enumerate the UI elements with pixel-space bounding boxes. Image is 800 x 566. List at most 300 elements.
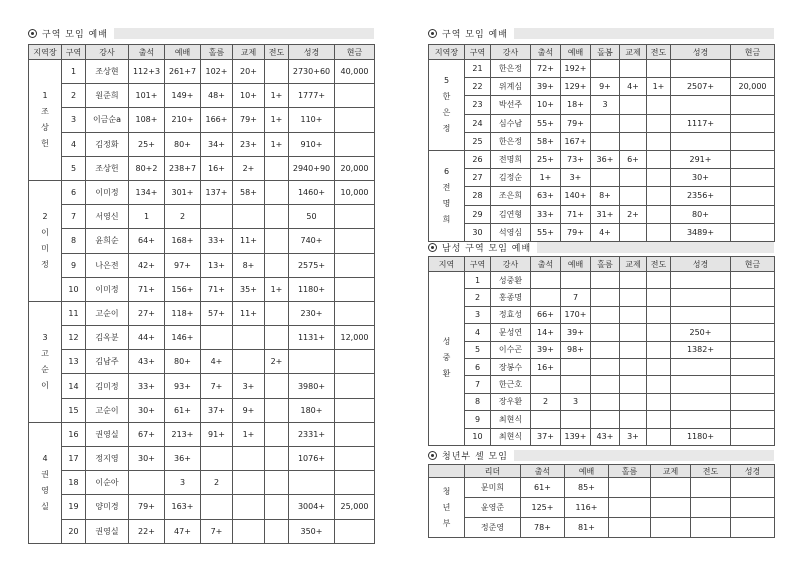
column-header: 전도 [265,45,289,60]
table-cell [647,289,671,306]
table-cell: 7+ [201,519,233,543]
table-cell: 1+ [265,84,289,108]
table-cell [671,358,731,375]
table-cell: 37+ [201,398,233,422]
table-cell: 16 [62,422,86,446]
region-leader-cell [429,60,465,151]
column-header: 교제 [620,257,647,272]
column-header: 현금 [731,45,775,60]
region-leader-cell [29,301,62,422]
column-header: 강사 [491,45,531,60]
table-cell [265,205,289,229]
table-cell: 11+ [233,229,265,253]
column-header: 홀름 [609,465,651,478]
column-header-empty [429,465,465,478]
table-cell: 40,000 [335,60,375,84]
table-cell [335,519,375,543]
region-leader-cell [429,272,465,446]
region-char: 은 [442,107,451,117]
table-cell: 고순이 [86,398,129,422]
table-cell: 73+ [561,150,591,168]
table-cell: 25,000 [335,495,375,519]
table-cell [561,358,591,375]
column-header: 지역 [429,257,465,272]
column-header: 성경 [671,45,731,60]
table-cell [335,398,375,422]
table-cell: 118+ [165,301,201,325]
table-cell [691,478,731,498]
table-cell: 2+ [620,205,647,223]
table-cell [233,519,265,543]
table-cell [289,471,335,495]
table-row [429,96,775,114]
region-char: 6 [443,166,450,176]
table-cell: 15 [62,398,86,422]
table-cell [591,169,620,187]
table-cell: 18+ [561,96,591,114]
table-row [29,277,375,301]
right-mid-attendance-table [428,256,775,446]
region-char: 정 [442,123,451,133]
table-cell: 2 [165,205,201,229]
table-cell [731,478,775,498]
table-cell: 윤영준 [465,498,521,518]
region-char: 한 [442,91,451,101]
region-char: 전 [442,182,451,192]
table-cell: 25+ [129,132,165,156]
title-prefix: 남성 [442,243,462,254]
table-cell [233,447,265,471]
table-cell [335,253,375,277]
table-cell: 163+ [165,495,201,519]
column-header: 지역장 [429,45,465,60]
table-cell: 1 [465,272,491,289]
left-attendance-table [28,44,375,544]
table-cell: 23+ [233,132,265,156]
table-cell: 최현식 [491,411,531,428]
table-header-row [429,257,775,272]
table-cell [647,132,671,150]
table-cell: 58+ [233,180,265,204]
table-cell: 최현식 [491,428,531,445]
table-cell [233,495,265,519]
table-cell: 20,000 [731,78,775,96]
region-char: 명 [442,198,451,208]
column-header: 교제 [233,45,265,60]
table-cell: 문성연 [491,324,531,341]
table-cell [647,272,671,289]
table-cell: 64+ [129,229,165,253]
table-cell: 7+ [201,374,233,398]
table-cell: 9 [465,411,491,428]
table-cell: 김정화 [86,132,129,156]
column-header: 구역 [62,45,86,60]
table-cell [671,376,731,393]
table-cell [591,376,620,393]
column-header: 출석 [521,465,565,478]
table-cell: 149+ [165,84,201,108]
table-row [29,108,375,132]
table-cell: 2356+ [671,187,731,205]
table-cell [647,324,671,341]
table-cell: 250+ [671,324,731,341]
circle-bullet-icon [428,243,437,252]
table-cell: 291+ [671,150,731,168]
table-cell: 21 [465,60,491,78]
table-cell [335,229,375,253]
table-cell: 2 [201,471,233,495]
table-cell: 71+ [129,277,165,301]
title-bar [514,28,774,39]
table-cell: 101+ [129,84,165,108]
table-cell: 8+ [233,253,265,277]
table-cell [620,376,647,393]
table-cell [647,205,671,223]
table-cell: 나은전 [86,253,129,277]
table-cell: 37+ [531,428,561,445]
right-top-section-title [428,26,774,40]
table-cell: 55+ [531,223,561,241]
table-cell: 고순이 [86,301,129,325]
table-cell: 39+ [531,341,561,358]
region-char: 상 [41,122,49,132]
table-cell: 740+ [289,229,335,253]
table-cell: 이미정 [86,277,129,301]
table-cell: 230+ [289,301,335,325]
table-cell: 김옥분 [86,326,129,350]
column-header: 구역 [465,257,491,272]
table-cell [265,180,289,204]
table-cell: 43+ [591,428,620,445]
column-header: 예배 [561,45,591,60]
region-char: 이 [41,380,49,390]
region-char: 권 [41,469,49,479]
column-header: 전도 [647,257,671,272]
right-bottom-section-title [428,448,774,462]
table-cell: 129+ [561,78,591,96]
table-cell [335,471,375,495]
table-row [29,350,375,374]
table-cell [647,376,671,393]
table-cell: 조은희 [491,187,531,205]
region-char: 헌 [41,138,49,148]
table-cell [591,289,620,306]
table-cell: 4+ [620,78,647,96]
region-cell [429,478,465,538]
table-cell [265,447,289,471]
table-row [29,447,375,471]
table-row [429,169,775,187]
table-cell: 47+ [165,519,201,543]
table-cell: 6+ [620,150,647,168]
table-cell: 238+7 [165,156,201,180]
table-cell [731,376,775,393]
table-cell [671,132,731,150]
column-header: 홀름 [201,45,233,60]
region-char: 희 [442,214,451,224]
table-cell: 80+ [165,132,201,156]
table-cell: 1+ [647,78,671,96]
table-cell: 71+ [561,205,591,223]
column-header: 현금 [731,257,775,272]
table-cell [561,376,591,393]
table-cell: 1117+ [671,114,731,132]
right-mid-title-text [442,241,531,254]
left-section-title [28,26,374,40]
table-cell: 98+ [561,341,591,358]
column-header: 강사 [491,257,531,272]
column-header: 출석 [129,45,165,60]
table-cell: 80+ [671,205,731,223]
table-row [429,150,775,168]
region-char: 환 [442,369,451,379]
table-cell [335,277,375,301]
table-cell: 58+ [531,132,561,150]
table-cell [731,132,775,150]
table-cell: 170+ [561,306,591,323]
region-char: 실 [41,501,49,511]
table-cell: 3 [591,96,620,114]
table-cell [671,393,731,410]
table-cell: 4 [465,324,491,341]
table-cell [647,393,671,410]
table-cell [265,422,289,446]
table-cell: 108+ [129,108,165,132]
table-row [429,393,775,410]
table-cell [265,253,289,277]
table-cell: 이미정 [86,180,129,204]
column-header: 예배 [561,257,591,272]
table-cell: 11+ [233,301,265,325]
table-cell: 36+ [591,150,620,168]
table-cell [671,411,731,428]
region-char: 이 [41,227,49,237]
table-cell: 2 [62,84,86,108]
table-cell [620,306,647,323]
table-cell: 9+ [233,398,265,422]
table-cell [335,422,375,446]
table-header-row [429,45,775,60]
table-cell [647,96,671,114]
table-cell: 79+ [129,495,165,519]
table-cell: 27 [465,169,491,187]
title-bar [537,242,774,253]
table-cell: 30+ [129,447,165,471]
table-cell [609,498,651,518]
table-cell: 한은정 [491,132,531,150]
table-cell [265,156,289,180]
table-cell [620,393,647,410]
table-cell: 61+ [521,478,565,498]
table-cell: 78+ [521,518,565,538]
table-cell [531,411,561,428]
table-cell [201,495,233,519]
table-cell [620,187,647,205]
table-cell: 9+ [591,78,620,96]
table-cell: 24 [465,114,491,132]
table-cell: 33+ [201,229,233,253]
table-cell [335,108,375,132]
title-bar [114,28,374,39]
table-cell: 김남주 [86,350,129,374]
table-cell: 권영실 [86,519,129,543]
table-cell [671,306,731,323]
table-cell: 3 [561,393,591,410]
table-cell: 1180+ [671,428,731,445]
region-char: 부 [442,518,451,528]
table-cell [647,150,671,168]
table-cell [671,60,731,78]
table-cell: 2331+ [289,422,335,446]
table-cell: 91+ [201,422,233,446]
table-cell: 한은정 [491,60,531,78]
table-cell: 137+ [201,180,233,204]
table-cell: 910+ [289,132,335,156]
table-cell: 1+ [265,108,289,132]
title-bar [514,450,774,461]
table-cell: 61+ [165,398,201,422]
table-cell: 301+ [165,180,201,204]
table-row [429,205,775,223]
table-cell: 이순아 [86,471,129,495]
right-top-title-text: 구역 모임 예배 [442,29,508,40]
table-cell [731,411,775,428]
table-cell [531,376,561,393]
table-cell: 17 [62,447,86,471]
table-cell: 16+ [531,358,561,375]
table-cell [335,132,375,156]
table-cell: 12,000 [335,326,375,350]
table-cell: 13 [62,350,86,374]
table-cell [591,60,620,78]
column-header: 돌봄 [591,45,620,60]
table-cell: 1+ [265,132,289,156]
table-cell [265,374,289,398]
table-cell [265,229,289,253]
table-row [429,324,775,341]
table-cell: 30 [465,223,491,241]
table-cell: 권영실 [86,422,129,446]
table-cell [591,324,620,341]
table-cell: 전명희 [491,150,531,168]
table-cell: 조상현 [86,60,129,84]
table-cell: 8+ [591,187,620,205]
table-cell [647,114,671,132]
table-cell: 30+ [129,398,165,422]
column-header: 지역장 [29,45,62,60]
table-cell: 42+ [129,253,165,277]
table-cell [591,114,620,132]
table-cell [335,301,375,325]
table-cell: 3+ [620,428,647,445]
table-cell [647,341,671,358]
table-cell [335,374,375,398]
table-cell [265,519,289,543]
table-cell [647,306,671,323]
table-cell: 3+ [561,169,591,187]
table-row [429,518,775,538]
region-char: 3 [42,332,48,342]
table-cell: 이금순a [86,108,129,132]
table-cell [671,96,731,114]
table-cell: 34+ [201,132,233,156]
table-cell: 166+ [201,108,233,132]
circle-bullet-icon [428,29,437,38]
table-cell [671,289,731,306]
table-cell [731,169,775,187]
table-cell: 2940+90 [289,156,335,180]
table-row [29,253,375,277]
table-cell: 14 [62,374,86,398]
region-char: 영 [41,485,49,495]
table-cell: 140+ [561,187,591,205]
table-cell: 10+ [233,84,265,108]
table-cell: 102+ [201,60,233,84]
table-cell [620,60,647,78]
table-cell [561,272,591,289]
table-row [429,498,775,518]
table-cell: 장봉수 [491,358,531,375]
table-cell [201,326,233,350]
table-cell: 125+ [521,498,565,518]
table-cell: 55+ [531,114,561,132]
table-row [429,358,775,375]
column-header: 강사 [86,45,129,60]
table-cell: 213+ [165,422,201,446]
table-cell: 4+ [201,350,233,374]
table-cell: 김미정 [86,374,129,398]
table-cell: 문미희 [465,478,521,498]
table-cell: 3 [165,471,201,495]
table-row [429,478,775,498]
table-cell: 2730+60 [289,60,335,84]
table-cell: 10,000 [335,180,375,204]
table-cell [591,132,620,150]
table-row [429,341,775,358]
table-row [29,132,375,156]
table-cell: 93+ [165,374,201,398]
table-cell [591,358,620,375]
table-cell: 정준영 [465,518,521,538]
table-cell: 110+ [289,108,335,132]
region-leader-cell [29,60,62,181]
table-cell: 1180+ [289,277,335,301]
table-cell [201,447,233,471]
table-cell [129,471,165,495]
table-cell [233,471,265,495]
table-cell [201,205,233,229]
table-cell: 43+ [129,350,165,374]
table-row [429,411,775,428]
table-cell [561,411,591,428]
table-cell: 성중환 [491,272,531,289]
region-char: 고 [41,348,49,358]
table-cell: 168+ [165,229,201,253]
table-cell [591,393,620,410]
table-cell: 192+ [561,60,591,78]
region-leader-cell [29,422,62,543]
table-cell [647,223,671,241]
table-cell [620,341,647,358]
table-cell: 4+ [591,223,620,241]
table-row [429,114,775,132]
column-header: 성경 [731,465,775,478]
table-cell: 22 [465,78,491,96]
table-cell: 67+ [129,422,165,446]
table-cell [265,495,289,519]
table-row [429,289,775,306]
table-cell: 79+ [561,114,591,132]
